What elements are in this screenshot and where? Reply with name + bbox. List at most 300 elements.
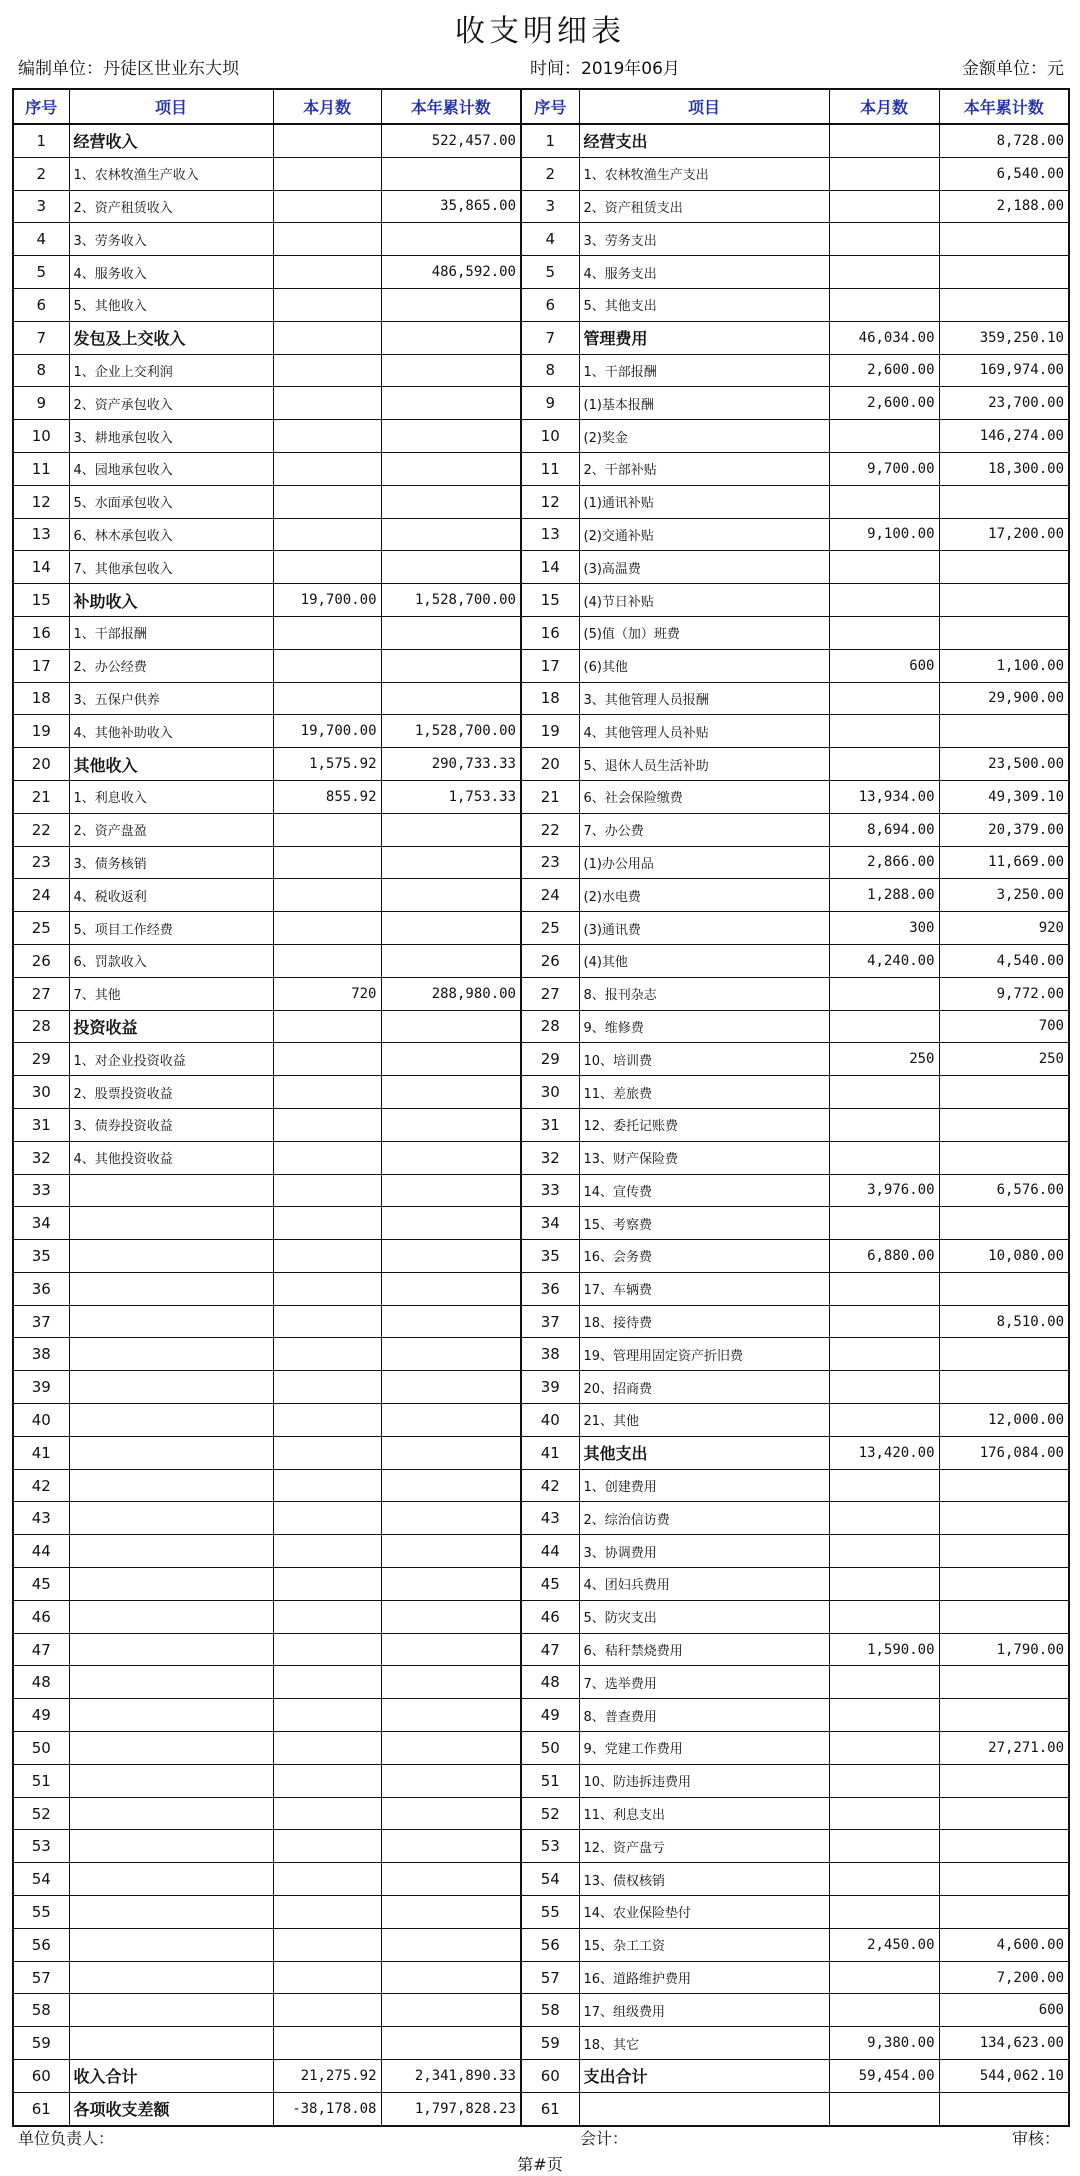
table-row [13,288,1069,321]
seq-cell-left: 49 [13,1699,69,1732]
seq-cell-left: 35 [13,1240,69,1273]
month-cell-left [273,879,381,912]
month-cell-right: 2,450.00 [829,1928,939,1961]
item-cell-right: (4)其他 [579,944,829,977]
seq-cell-left: 32 [13,1141,69,1174]
month-cell-right [829,1863,939,1896]
seq-cell-left: 7 [13,321,69,354]
table-row [13,912,1069,945]
item-cell-right: 19、管理用固定资产折旧费 [579,1338,829,1371]
table-row [13,1896,1069,1929]
item-cell-right: 管理费用 [579,321,829,354]
month-cell-right [829,551,939,584]
seq-cell-left: 28 [13,1010,69,1043]
seq-cell-right: 56 [521,1928,579,1961]
month-cell-right [829,1141,939,1174]
month-cell-left [273,1928,381,1961]
month-cell-left [273,1863,381,1896]
table-row [13,1436,1069,1469]
ytd-cell-right [939,1797,1069,1830]
month-cell-right [829,1207,939,1240]
ytd-cell-right [939,2092,1069,2125]
seq-cell-right: 35 [521,1240,579,1273]
item-cell-right: 5、防灾支出 [579,1600,829,1633]
item-cell-left: 3、五保户供养 [69,682,273,715]
month-cell-left [273,813,381,846]
seq-cell-right: 60 [521,2060,579,2093]
month-cell-left [273,846,381,879]
seq-cell-right: 30 [521,1076,579,1109]
ytd-cell-right [939,1568,1069,1601]
ytd-cell-right: 700 [939,1010,1069,1043]
ytd-cell-right [939,1141,1069,1174]
month-cell-right [829,256,939,289]
month-cell-left [273,157,381,190]
seq-cell-left: 36 [13,1272,69,1305]
table-row [13,354,1069,387]
table-row [13,1699,1069,1732]
item-cell-left [69,1371,273,1404]
seq-cell-right: 32 [521,1141,579,1174]
item-cell-left: 6、罚款收入 [69,944,273,977]
seq-cell-left: 2 [13,157,69,190]
header-ytd-right: 本年累计数 [939,89,1069,124]
ytd-cell-left [381,1764,521,1797]
ytd-cell-right [939,1469,1069,1502]
ytd-cell-left [381,846,521,879]
table-row [13,518,1069,551]
item-cell-right [579,2092,829,2125]
ytd-cell-left [381,288,521,321]
seq-cell-right: 5 [521,256,579,289]
item-cell-right: 7、办公费 [579,813,829,846]
seq-cell-right: 47 [521,1633,579,1666]
header-seq-right: 序号 [521,89,579,124]
seq-cell-right: 29 [521,1043,579,1076]
item-cell-right: 支出合计 [579,2060,829,2093]
month-cell-right [829,223,939,256]
month-cell-right [829,124,939,157]
seq-cell-left: 13 [13,518,69,551]
item-cell-left: 2、股票投资收益 [69,1076,273,1109]
ytd-cell-right: 20,379.00 [939,813,1069,846]
ytd-cell-right [939,1699,1069,1732]
ytd-cell-right [939,715,1069,748]
item-cell-right: 2、资产租赁支出 [579,190,829,223]
item-cell-left [69,1174,273,1207]
unit-head-signature: 单位负责人： [18,2129,115,2148]
item-cell-right: 5、其他支出 [579,288,829,321]
seq-cell-right: 40 [521,1404,579,1437]
item-cell-left: 4、服务收入 [69,256,273,289]
item-cell-left: 3、劳务收入 [69,223,273,256]
ytd-cell-right: 7,200.00 [939,1961,1069,1994]
seq-cell-left: 52 [13,1797,69,1830]
header-month-right: 本月数 [829,89,939,124]
seq-cell-left: 5 [13,256,69,289]
ytd-cell-right: 1,100.00 [939,649,1069,682]
ytd-cell-left [381,1896,521,1929]
month-cell-left [273,1535,381,1568]
month-cell-right [829,1502,939,1535]
seq-cell-right: 26 [521,944,579,977]
seq-cell-right: 23 [521,846,579,879]
seq-cell-left: 55 [13,1896,69,1929]
seq-cell-right: 52 [521,1797,579,1830]
ytd-cell-left [381,518,521,551]
month-cell-right [829,1272,939,1305]
item-cell-right: 18、其它 [579,2027,829,2060]
month-cell-right: 9,100.00 [829,518,939,551]
month-cell-left [273,1732,381,1765]
seq-cell-right: 42 [521,1469,579,1502]
month-cell-left [273,124,381,157]
month-cell-left: -38,178.08 [273,2092,381,2125]
month-cell-left [273,518,381,551]
item-cell-right: 17、组级费用 [579,1994,829,2027]
seq-cell-left: 6 [13,288,69,321]
seq-cell-right: 18 [521,682,579,715]
month-cell-left [273,1305,381,1338]
item-cell-left [69,1764,273,1797]
item-cell-right: 20、招商费 [579,1371,829,1404]
item-cell-right: 16、会务费 [579,1240,829,1273]
ytd-cell-right [939,1108,1069,1141]
month-cell-right [829,1994,939,2027]
month-cell-right [829,1797,939,1830]
item-cell-right: (2)交通补贴 [579,518,829,551]
table-row [13,1830,1069,1863]
seq-cell-right: 45 [521,1568,579,1601]
seq-cell-left: 14 [13,551,69,584]
month-cell-left [273,2027,381,2060]
item-cell-left [69,1600,273,1633]
item-cell-left [69,2027,273,2060]
month-cell-left [273,1436,381,1469]
item-cell-right: (1)基本报酬 [579,387,829,420]
seq-cell-right: 2 [521,157,579,190]
table-row [13,1797,1069,1830]
ytd-cell-right [939,1863,1069,1896]
seq-cell-right: 57 [521,1961,579,1994]
table-row [13,452,1069,485]
table-row [13,2092,1069,2125]
seq-cell-left: 1 [13,124,69,157]
table-row [13,1174,1069,1207]
ytd-cell-left [381,223,521,256]
month-cell-right: 9,380.00 [829,2027,939,2060]
table-row [13,944,1069,977]
table-row [13,1994,1069,2027]
ytd-cell-right [939,223,1069,256]
table-row [13,1076,1069,1109]
item-cell-right: (3)高温费 [579,551,829,584]
ytd-cell-right [939,1666,1069,1699]
month-cell-left [273,1141,381,1174]
item-cell-right: 9、维修费 [579,1010,829,1043]
seq-cell-left: 29 [13,1043,69,1076]
table-row [13,584,1069,617]
seq-cell-right: 33 [521,1174,579,1207]
month-cell-left [273,944,381,977]
month-cell-right [829,2092,939,2125]
month-cell-right [829,1896,939,1929]
month-cell-right: 600 [829,649,939,682]
month-cell-left: 720 [273,977,381,1010]
seq-cell-left: 10 [13,420,69,453]
ytd-cell-left [381,1272,521,1305]
item-cell-right: 15、杂工工资 [579,1928,829,1961]
table-row [13,616,1069,649]
table-row [13,1535,1069,1568]
table-header-row [13,89,1069,124]
table-row [13,682,1069,715]
item-cell-left [69,1863,273,1896]
month-cell-right [829,1305,939,1338]
item-cell-left [69,1207,273,1240]
seq-cell-right: 48 [521,1666,579,1699]
table-row [13,485,1069,518]
item-cell-left [69,1404,273,1437]
month-cell-left [273,1502,381,1535]
month-cell-right: 4,240.00 [829,944,939,977]
month-cell-right [829,157,939,190]
table-row [13,256,1069,289]
ytd-cell-right: 12,000.00 [939,1404,1069,1437]
month-cell-left [273,682,381,715]
seq-cell-left: 34 [13,1207,69,1240]
month-cell-right [829,1961,939,1994]
item-cell-left: 5、其他收入 [69,288,273,321]
item-cell-left: 1、对企业投资收益 [69,1043,273,1076]
item-cell-left: 7、其他承包收入 [69,551,273,584]
table-row [13,321,1069,354]
seq-cell-right: 44 [521,1535,579,1568]
month-cell-left [273,1961,381,1994]
table-row [13,1272,1069,1305]
item-cell-left: 其他收入 [69,748,273,781]
ytd-cell-left [381,879,521,912]
item-cell-left: 3、耕地承包收入 [69,420,273,453]
ytd-cell-left [381,1600,521,1633]
seq-cell-left: 57 [13,1961,69,1994]
item-cell-left [69,1830,273,1863]
item-cell-left: 7、其他 [69,977,273,1010]
ytd-cell-left: 1,753.33 [381,780,521,813]
page-number: 第#页 [517,2155,563,2174]
ytd-cell-left [381,1338,521,1371]
ytd-cell-left [381,1732,521,1765]
month-cell-right [829,1404,939,1437]
ytd-cell-right: 359,250.10 [939,321,1069,354]
seq-cell-right: 4 [521,223,579,256]
seq-cell-right: 11 [521,452,579,485]
table-row [13,1338,1069,1371]
seq-cell-left: 19 [13,715,69,748]
ytd-cell-right: 8,510.00 [939,1305,1069,1338]
month-cell-left [273,1830,381,1863]
seq-cell-left: 51 [13,1764,69,1797]
seq-cell-right: 31 [521,1108,579,1141]
month-cell-left [273,1994,381,2027]
item-cell-right: 其他支出 [579,1436,829,1469]
table-row [13,1961,1069,1994]
item-cell-left: 1、利息收入 [69,780,273,813]
header-item-right: 项目 [579,89,829,124]
item-cell-left [69,1338,273,1371]
item-cell-left: 2、资产承包收入 [69,387,273,420]
ytd-cell-right: 146,274.00 [939,420,1069,453]
ytd-cell-right: 544,062.10 [939,2060,1069,2093]
table-row [13,190,1069,223]
table-row [13,977,1069,1010]
item-cell-left [69,1896,273,1929]
seq-cell-right: 43 [521,1502,579,1535]
table-row [13,2060,1069,2093]
month-cell-left [273,1699,381,1732]
seq-cell-right: 8 [521,354,579,387]
currency-unit: 金额单位：元 [962,59,1064,79]
item-cell-left: 4、其他投资收益 [69,1141,273,1174]
month-cell-right [829,1600,939,1633]
table-row [13,1600,1069,1633]
ytd-cell-right: 176,084.00 [939,1436,1069,1469]
seq-cell-right: 24 [521,879,579,912]
ytd-cell-left [381,1141,521,1174]
item-cell-right: 9、党建工作费用 [579,1732,829,1765]
month-cell-left [273,1568,381,1601]
ytd-cell-right [939,1207,1069,1240]
seq-cell-left: 26 [13,944,69,977]
ytd-cell-left [381,649,521,682]
ytd-cell-right [939,551,1069,584]
month-cell-left [273,1404,381,1437]
month-cell-left [273,1010,381,1043]
month-cell-left [273,912,381,945]
income-expense-table [12,88,1070,2127]
month-cell-left: 19,700.00 [273,715,381,748]
seq-cell-right: 55 [521,1896,579,1929]
seq-cell-right: 54 [521,1863,579,1896]
month-cell-right: 6,880.00 [829,1240,939,1273]
item-cell-right: 1、干部报酬 [579,354,829,387]
ytd-cell-left [381,616,521,649]
table-row [13,420,1069,453]
month-cell-right: 2,866.00 [829,846,939,879]
item-cell-left: 2、资产租赁收入 [69,190,273,223]
seq-cell-left: 39 [13,1371,69,1404]
seq-cell-right: 50 [521,1732,579,1765]
item-cell-left: 4、其他补助收入 [69,715,273,748]
seq-cell-left: 48 [13,1666,69,1699]
month-cell-left [273,1764,381,1797]
item-cell-right: 4、其他管理人员补贴 [579,715,829,748]
month-cell-right [829,1108,939,1141]
item-cell-left [69,1961,273,1994]
ytd-cell-left: 1,528,700.00 [381,584,521,617]
seq-cell-left: 46 [13,1600,69,1633]
seq-cell-right: 36 [521,1272,579,1305]
seq-cell-left: 12 [13,485,69,518]
item-cell-left: 4、税收返利 [69,879,273,912]
item-cell-right: (2)水电费 [579,879,829,912]
item-cell-right: (3)通讯费 [579,912,829,945]
seq-cell-left: 11 [13,452,69,485]
ytd-cell-right: 250 [939,1043,1069,1076]
item-cell-right: 18、接待费 [579,1305,829,1338]
seq-cell-left: 50 [13,1732,69,1765]
seq-cell-right: 58 [521,1994,579,2027]
month-cell-left: 855.92 [273,780,381,813]
item-cell-left [69,1633,273,1666]
ytd-cell-left [381,1404,521,1437]
month-cell-left [273,1338,381,1371]
ytd-cell-right [939,1535,1069,1568]
ytd-cell-right: 4,600.00 [939,1928,1069,1961]
seq-cell-left: 24 [13,879,69,912]
ytd-cell-right [939,1896,1069,1929]
ytd-cell-right [939,485,1069,518]
ytd-cell-right [939,584,1069,617]
ytd-cell-right: 27,271.00 [939,1732,1069,1765]
seq-cell-right: 7 [521,321,579,354]
month-cell-left [273,223,381,256]
seq-cell-left: 16 [13,616,69,649]
table-row [13,2027,1069,2060]
ytd-cell-left [381,1666,521,1699]
seq-cell-right: 28 [521,1010,579,1043]
ytd-cell-right: 23,500.00 [939,748,1069,781]
ytd-cell-right: 9,772.00 [939,977,1069,1010]
seq-cell-left: 21 [13,780,69,813]
seq-cell-left: 22 [13,813,69,846]
month-cell-right: 300 [829,912,939,945]
ytd-cell-left [381,1863,521,1896]
ytd-cell-left [381,452,521,485]
seq-cell-left: 44 [13,1535,69,1568]
ytd-cell-left [381,1240,521,1273]
month-cell-left [273,1600,381,1633]
seq-cell-left: 3 [13,190,69,223]
item-cell-right: 11、利息支出 [579,1797,829,1830]
item-cell-left: 5、水面承包收入 [69,485,273,518]
item-cell-left: 发包及上交收入 [69,321,273,354]
month-cell-right [829,288,939,321]
ytd-cell-left [381,682,521,715]
seq-cell-left: 56 [13,1928,69,1961]
table-row [13,1633,1069,1666]
table-row [13,1141,1069,1174]
item-cell-right: (2)奖金 [579,420,829,453]
month-cell-right [829,485,939,518]
seq-cell-right: 12 [521,485,579,518]
item-cell-right: (4)节日补贴 [579,584,829,617]
seq-cell-left: 38 [13,1338,69,1371]
ytd-cell-right [939,1502,1069,1535]
ytd-cell-left: 1,797,828.23 [381,2092,521,2125]
ytd-cell-left [381,1371,521,1404]
ytd-cell-left [381,1469,521,1502]
item-cell-left [69,1928,273,1961]
seq-cell-right: 59 [521,2027,579,2060]
item-cell-left [69,1732,273,1765]
month-cell-left [273,1076,381,1109]
month-cell-right [829,420,939,453]
month-cell-left [273,1240,381,1273]
month-cell-left: 21,275.92 [273,2060,381,2093]
ytd-cell-right: 10,080.00 [939,1240,1069,1273]
month-cell-right: 1,288.00 [829,879,939,912]
